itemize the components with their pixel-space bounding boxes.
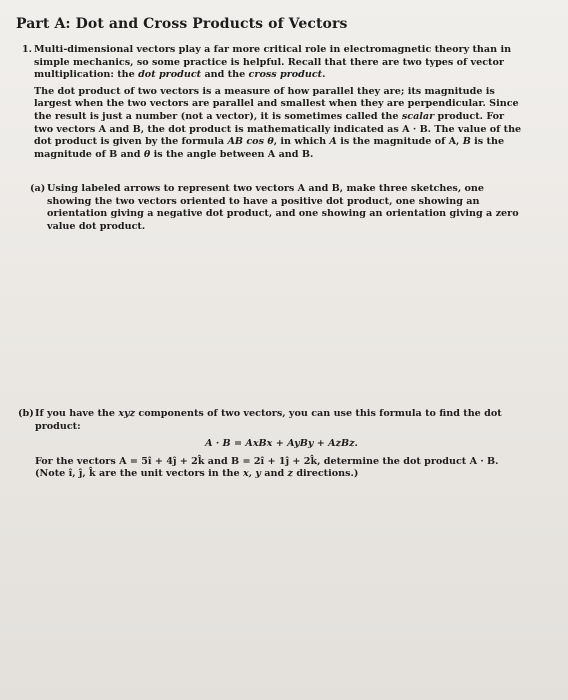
dot-product-formula: A · B = AxBx + AyBy + AzBz. xyxy=(205,438,358,450)
question-1-explanation: The dot product of two vectors is a measure of how parallel they are; its magnitude is largest when the two vectors are parallel and smallest when they are perpendicular. Since the result is just a number (not a vector), it is sometimes called the scalar product. For two vectors A and B, the dot product is mathematically indicated as A · B. The value of the dot product is given by the formula AB cos θ, in which A is the magnitude of A, B is the magnitude of B and θ is the angle between A and B. xyxy=(34,85,522,160)
question-1a-label: (a) xyxy=(30,183,46,194)
part-title: Part A: Dot and Cross Products of Vectors xyxy=(16,16,348,32)
question-1 xyxy=(22,44,522,165)
question-1-intro: Multi-dimensional vectors play a far more critical role in electromagnetic theory than in simple mechanics, so some practice is helpful. Recall that there are two types of vector multiplication: the dot product and the cross product. xyxy=(34,44,512,81)
question-1-number: 1. xyxy=(22,44,33,55)
question-1a-text: Using labeled arrows to represent two vectors A and B, make three sketches, one showing the two vectors oriented to have a positive dot product, one showing an orientation giving a negative dot product, and one showing an orientation giving a zero value dot product. xyxy=(47,183,519,232)
question-1a xyxy=(30,183,520,233)
question-1b-note: (Note î, ĵ, k̂ are the unit vectors in the x, y and z directions.) xyxy=(35,468,359,480)
question-1b-label: (b) xyxy=(18,408,34,419)
question-1b-task: For the vectors A = 5î + 4ĵ + 2k̂ and B = 2î + 1ĵ + 2k̂, determine the dot product A · B. xyxy=(35,455,499,467)
question-1b-intro: If you have the xyz components of two vectors, you can use this formula to find the dot product: xyxy=(35,408,502,432)
question-1b xyxy=(18,408,528,481)
